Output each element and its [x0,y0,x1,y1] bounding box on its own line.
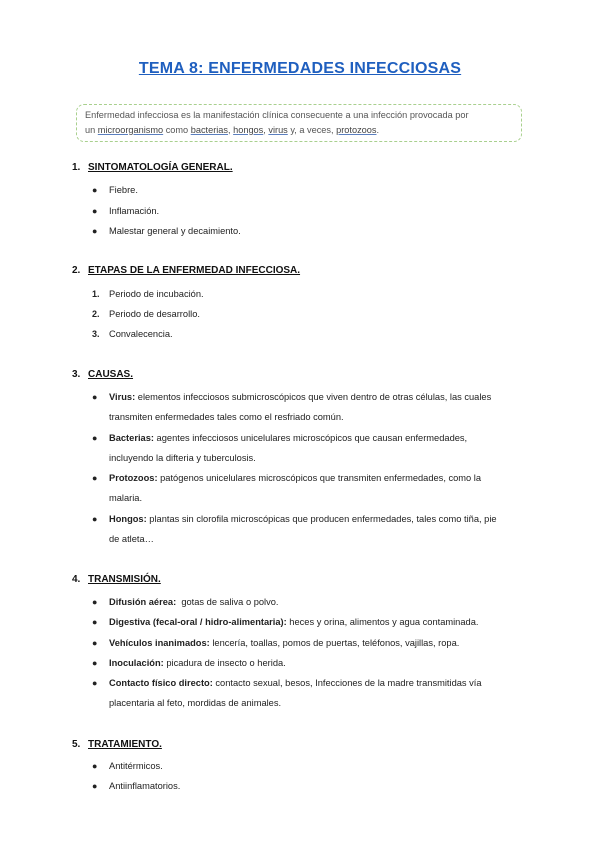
list-item: ● Vehículos inanimados: lencería, toallas, pomos de puertas, teléfonos, vajillas, ropa. [92,633,532,653]
list-item: ● Fiebre. [92,180,532,200]
section-heading-3: 3. CAUSAS. [72,369,134,380]
intro-line-2: un microorganismo como bacterias, hongos, virus y, a veces, protozoos. [85,124,380,135]
bullet-icon: ● [92,638,98,648]
list-item: 2. Periodo de desarrollo. [92,309,200,319]
list-item: ● Inflamación. [92,201,532,221]
intro-box [76,104,522,142]
bullet-icon: ● [92,781,98,791]
link-microorganismo[interactable]: microorganismo [97,124,164,135]
bullet-icon: ● [92,761,98,771]
link-bacterias[interactable]: bacterias [190,124,228,135]
bullet-icon: ● [92,433,98,443]
bullet-icon: ● [92,185,98,195]
link-hongos[interactable]: hongos [233,124,264,135]
list-item: ● Digestiva (fecal-oral / hidro-alimentaria): heces y orina, alimentos y agua contaminada. [92,612,532,632]
intro-line-1: Enfermedad infecciosa es la manifestación clínica consecuente a una infección provocada por [85,110,469,120]
bullet-icon: ● [92,514,98,524]
list-item: ● Protozoos: patógenos unicelulares microscópicos que transmiten enfermedades, como la malaria. [92,468,532,508]
list-item: ● Contacto físico directo: contacto sexual, besos, Infecciones de la madre transmitidas vía placentaria al feto, mordidas de animales. [92,673,532,713]
list-item: ● Inoculación: picadura de insecto o herida. [92,653,532,673]
list-item: ● Virus: elementos infecciosos submicroscópicos que viven dentro de otras células, las cuales transmiten enfermedades tales como el resfriado común. [92,387,532,427]
link-virus[interactable]: virus [268,124,288,135]
list-item: ● Antitérmicos. [92,756,532,776]
list-item: ● Hongos: plantas sin clorofila microscópicas que producen enfermedades, tales como tiña, pie de atleta… [92,509,532,549]
bullet-icon: ● [92,226,98,236]
section-heading-5: 5. TRATAMIENTO. [72,739,162,750]
bullet-icon: ● [92,678,98,688]
bullet-icon: ● [92,392,98,402]
list-item: ● Malestar general y decaimiento. [92,221,532,241]
list-item: ● Antiinflamatorios. [92,776,532,796]
list-item: ● Difusión aérea: gotas de saliva o polvo. [92,592,532,612]
bullet-icon: ● [92,617,98,627]
link-protozoos[interactable]: protozoos [336,124,377,135]
bullet-icon: ● [92,206,98,216]
bullet-icon: ● [92,658,98,668]
bullet-icon: ● [92,473,98,483]
list-item: 1. Periodo de incubación. [92,289,204,299]
bullet-icon: ● [92,597,98,607]
list-item: 3. Convalecencia. [92,329,173,339]
section-heading-2: 2. ETAPAS DE LA ENFERMEDAD INFECCIOSA. [72,265,301,276]
section-heading-1: 1. SINTOMATOLOGÍA GENERAL. [72,162,233,173]
list-item: ● Bacterias: agentes infecciosos unicelulares microscópicos que causan enfermedades, incluyendo la difteria y tuberculosis. [92,428,532,468]
page-title: TEMA 8: ENFERMEDADES INFECCIOSAS [138,60,462,77]
section-heading-4: 4. TRANSMISIÓN. [72,574,161,585]
